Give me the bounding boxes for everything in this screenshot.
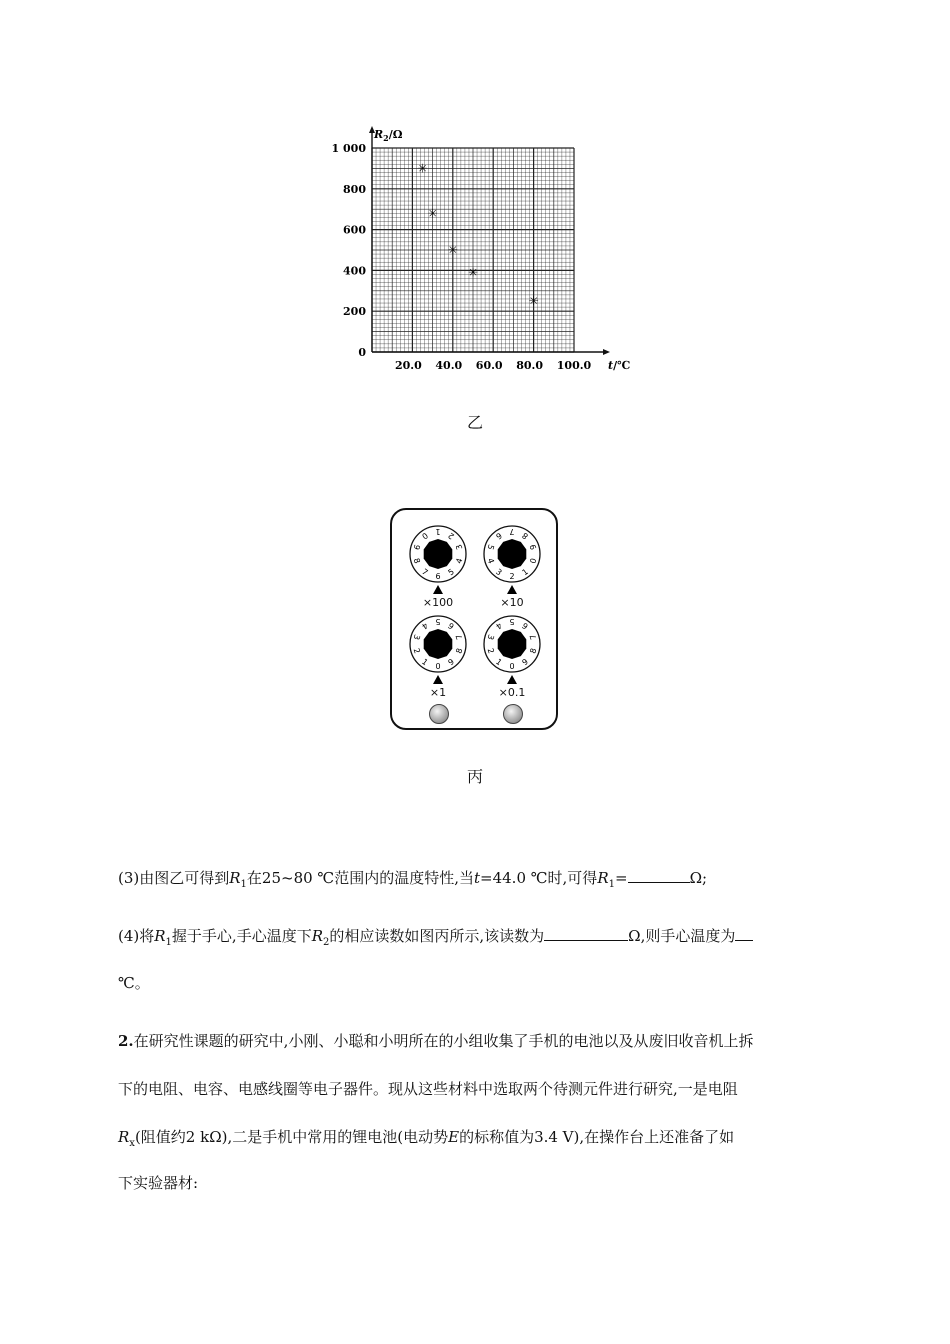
y-tick-label: 600 xyxy=(343,223,366,237)
dial-digit: 2 xyxy=(509,572,515,581)
q4-text-1: (4)将 xyxy=(118,927,155,945)
data-point-marker: ✳ xyxy=(467,265,479,280)
q2-sub-x: x xyxy=(129,1138,135,1149)
dial-digit: 1 xyxy=(420,657,430,668)
dial-digit: 4 xyxy=(420,620,430,631)
dial-digit: 6 xyxy=(520,620,530,631)
dial-digit: 0 xyxy=(420,530,430,541)
dial-digit: 3 xyxy=(494,567,504,578)
dial-pointer xyxy=(433,675,443,684)
dial-digit: 6 xyxy=(435,572,441,581)
x-tick-label: 80.0 xyxy=(516,359,543,372)
dial-multiplier-label: ×100 xyxy=(422,596,454,609)
dial-digit: 4 xyxy=(454,557,465,565)
dial-digit: 2 xyxy=(446,530,456,541)
dial-digit: 5 xyxy=(509,617,515,626)
question-2-line-4: 下实验器材: xyxy=(118,1174,199,1192)
q2-var-rx: R xyxy=(118,1128,130,1146)
dial-face xyxy=(480,612,544,686)
dial-digit: 8 xyxy=(454,647,465,655)
dial-digit: 9 xyxy=(446,657,456,668)
resistance-dial[interactable] xyxy=(480,612,544,676)
y-tick-label: 1 000 xyxy=(331,142,366,155)
dial-multiplier-label: ×0.1 xyxy=(498,686,526,699)
dial-digit: 3 xyxy=(454,543,465,551)
dial-digit: 4 xyxy=(494,620,504,631)
q3-equals: = xyxy=(614,869,628,887)
q3-sub-3: 1 xyxy=(608,879,615,890)
question-4-line-2: ℃。 xyxy=(118,974,150,992)
q2-var-e: E xyxy=(448,1128,460,1146)
data-point-marker: ✳ xyxy=(427,206,438,221)
x-tick-label: 40.0 xyxy=(435,359,463,372)
dial-digit: 1 xyxy=(520,567,530,578)
q4-reading-blank[interactable] xyxy=(544,924,628,941)
dial-pointer xyxy=(507,585,517,594)
dial-digit: 3 xyxy=(485,633,496,641)
y-axis-label: $R_2/\Omega$ xyxy=(374,128,403,143)
resistance-box-panel xyxy=(390,508,558,730)
chart-svg xyxy=(325,120,631,380)
data-point-marker: ✳ xyxy=(528,294,539,308)
q3-answer-blank[interactable] xyxy=(628,866,690,883)
dial-face xyxy=(406,522,470,596)
dial-digit: 0 xyxy=(435,662,441,671)
resistance-temperature-chart xyxy=(325,120,631,380)
dial-digit: 7 xyxy=(509,527,515,536)
y-tick-label: 200 xyxy=(343,305,366,319)
question-3 xyxy=(118,866,707,896)
dial-digit: 8 xyxy=(520,530,530,541)
dial-face xyxy=(406,612,470,686)
q3-text-2: 在25~80 ℃范围内的温度特性,当 xyxy=(246,869,474,887)
q4-sub-1: 1 xyxy=(165,937,172,948)
dial-digit: 7 xyxy=(420,567,430,578)
dial-digit: 1 xyxy=(435,527,441,536)
dial-digit: 7 xyxy=(528,633,539,641)
q2-line1-text: 在研究性课题的研究中,小刚、小聪和小明所在的小组收集了手机的电池以及从废旧收音机上拆 xyxy=(133,1032,754,1050)
dial-digit: 0 xyxy=(528,557,539,565)
question-2-line-3 xyxy=(118,1126,734,1155)
dial-digit: 9 xyxy=(520,657,530,668)
q3-unit: Ω; xyxy=(689,869,708,887)
dial-digit: 7 xyxy=(454,633,465,641)
q2-number: 2. xyxy=(118,1032,134,1050)
q4-var-r1: R xyxy=(154,927,166,945)
y-tick-label: 400 xyxy=(343,264,366,278)
dial-digit: 2 xyxy=(411,647,422,655)
terminal-knob[interactable] xyxy=(429,704,449,724)
dial-digit: 0 xyxy=(509,662,515,671)
data-point-marker: ✳ xyxy=(447,243,458,257)
dial-digit: 5 xyxy=(485,543,496,551)
question-2-line-1 xyxy=(118,1030,753,1052)
figure-caption-bing: 丙 xyxy=(466,767,483,786)
dial-digit: 8 xyxy=(528,647,539,655)
q3-text-3: =44.0 ℃时,可得 xyxy=(480,869,598,887)
x-tick-label: 60.0 xyxy=(475,359,503,372)
figure-caption-yi: 乙 xyxy=(466,413,483,432)
dial-digit: 9 xyxy=(528,543,539,551)
q3-var-r1b: R xyxy=(597,869,609,887)
dial-digit: 3 xyxy=(411,633,422,641)
q4-var-r2: R xyxy=(311,927,323,945)
q2-line3-text-b: 的标称值为3.4 V),在操作台上还准备了如 xyxy=(459,1128,735,1146)
resistance-dial[interactable] xyxy=(480,522,544,586)
x-tick-label: 20.0 xyxy=(395,359,422,372)
dial-digit: 6 xyxy=(494,530,504,541)
dial-digit: 8 xyxy=(411,557,422,565)
y-tick-label: 800 xyxy=(343,182,366,196)
q2-line3-text-a: (阻值约2 kΩ),二是手机中常用的锂电池(电动势 xyxy=(134,1128,449,1146)
x-axis-label: t/℃ xyxy=(608,359,631,372)
resistance-dial[interactable] xyxy=(406,612,470,676)
dial-pointer xyxy=(507,675,517,684)
resistance-dial[interactable] xyxy=(406,522,470,586)
y-tick-label: 0 xyxy=(358,346,366,359)
dial-digit: 9 xyxy=(411,543,422,551)
dial-digit: 5 xyxy=(435,617,441,626)
dial-digit: 1 xyxy=(494,657,504,668)
dial-digit: 5 xyxy=(446,567,456,578)
question-2-line-2: 下的电阻、电容、电感线圈等电子器件。现从这些材料中选取两个待测元件进行研究,一是电阻 xyxy=(118,1080,738,1098)
dial-multiplier-label: ×10 xyxy=(500,596,524,609)
dial-digit: 4 xyxy=(485,557,496,565)
q3-var-r1: R xyxy=(229,869,241,887)
dial-face xyxy=(480,522,544,596)
q4-temperature-blank[interactable] xyxy=(735,924,753,941)
q3-sub-1: 1 xyxy=(240,879,247,890)
question-4 xyxy=(118,924,753,954)
q4-text-4: Ω,则手心温度为 xyxy=(628,927,736,945)
x-axis-arrow xyxy=(603,349,610,355)
dial-multiplier-label: ×1 xyxy=(429,686,447,699)
x-tick-label: 100.0 xyxy=(556,359,592,372)
q3-var-t: t xyxy=(473,869,481,887)
q4-text-3: 的相应读数如图丙所示,该读数为 xyxy=(329,927,545,945)
terminal-knob[interactable] xyxy=(503,704,523,724)
data-point-marker: ✳ xyxy=(417,161,428,176)
dial-digit: 6 xyxy=(446,620,456,631)
dial-pointer xyxy=(433,585,443,594)
dial-digit: 2 xyxy=(485,647,496,655)
q4-sub-2: 2 xyxy=(323,937,330,948)
q4-text-2: 握于手心,手心温度下 xyxy=(171,927,312,945)
q3-text-1: (3)由图乙可得到 xyxy=(118,869,230,887)
